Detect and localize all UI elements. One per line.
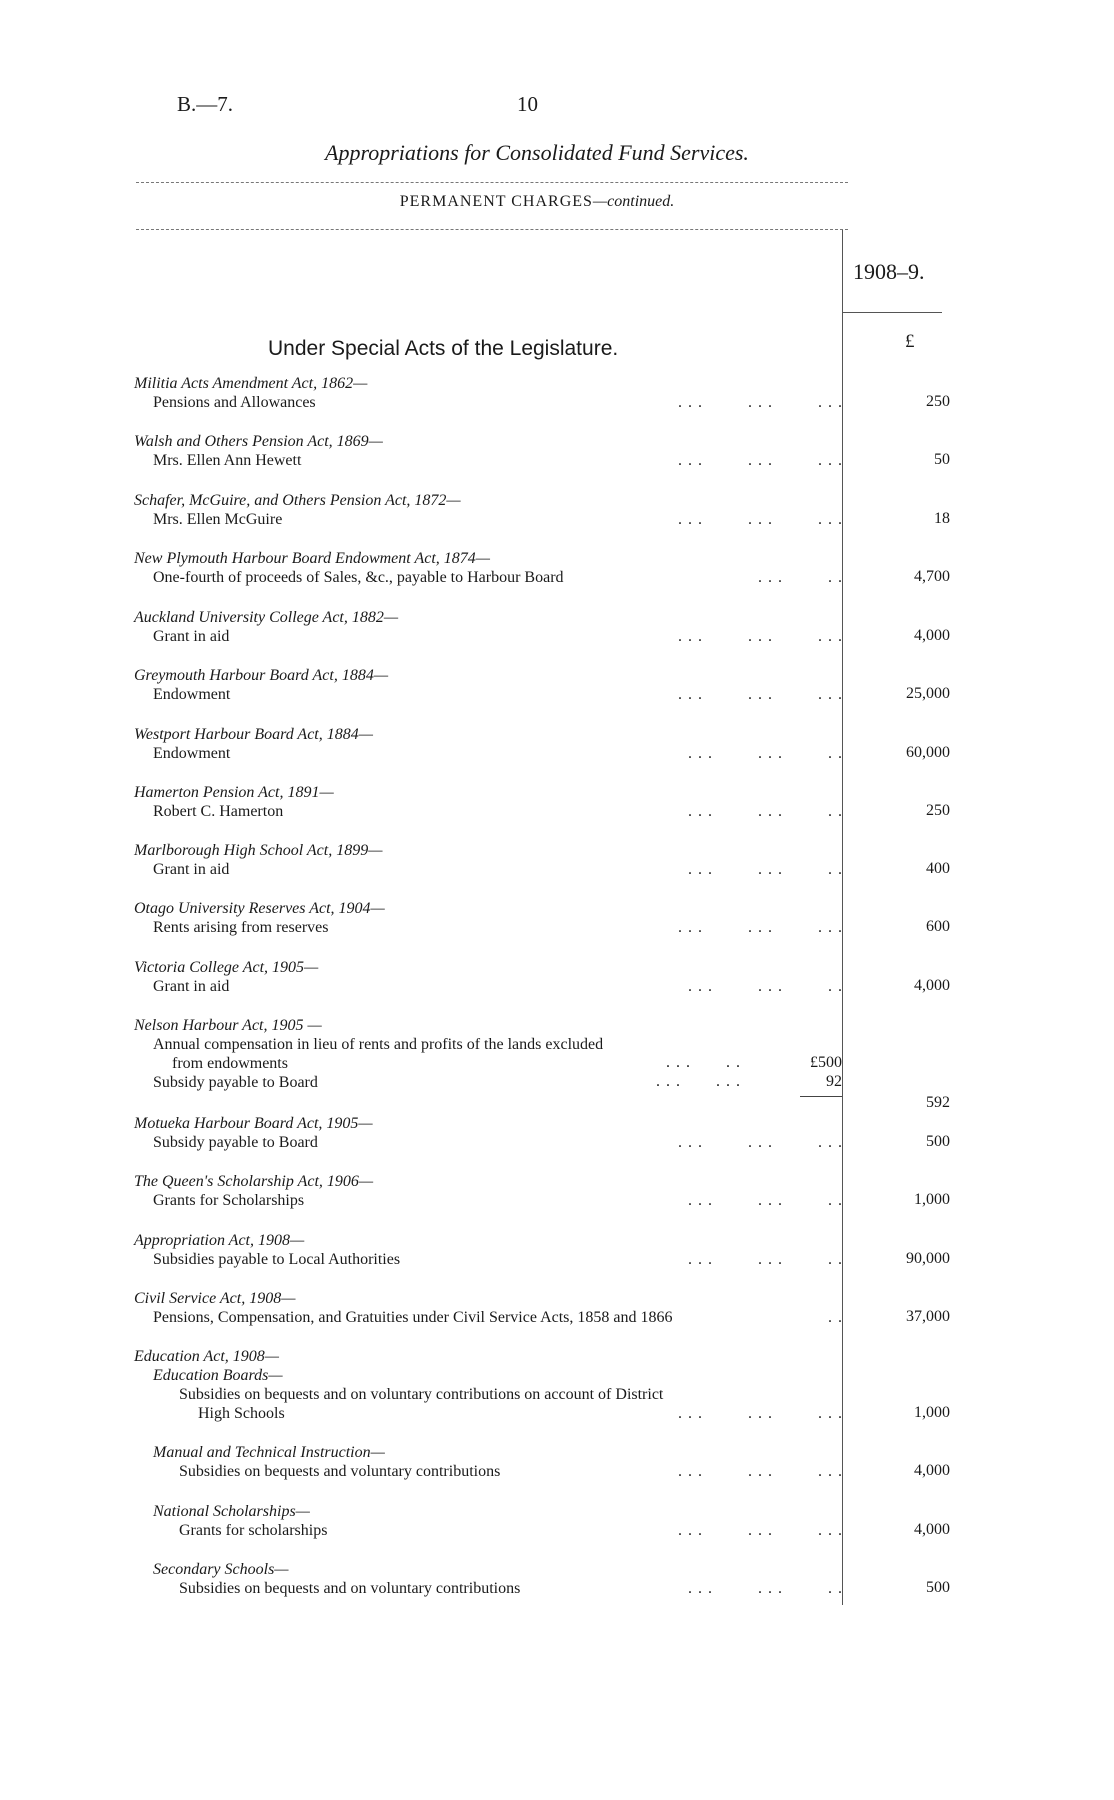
entry-description: Annual compensation in lieu of rents and profits of the lands excluded	[153, 1036, 604, 1053]
entry-description: Grants for scholarships	[179, 1522, 328, 1539]
act-title: Westport Harbour Board Act, 1884—	[134, 726, 373, 743]
entry-description: Endowment	[153, 745, 231, 762]
leader-dots: ... ..	[758, 569, 848, 586]
entry-description: Endowment	[153, 686, 231, 703]
leader-dots: ... ... ...	[678, 919, 848, 936]
entry-amount: 37,000	[906, 1308, 950, 1325]
leader-dots: ... ... ..	[688, 1251, 848, 1268]
entry-amount: 592	[926, 1094, 950, 1111]
leader-dots: ... ... ...	[678, 511, 848, 528]
entry-description: Subsidy payable to Board	[153, 1074, 318, 1091]
sub-act-title: Manual and Technical Instruction—	[153, 1444, 385, 1461]
sub-act-title: National Scholarships—	[153, 1503, 310, 1520]
entry-amount: 25,000	[906, 685, 950, 702]
appropriation-entry	[134, 666, 854, 704]
entry-description: Subsidies on bequests and voluntary contributions	[179, 1463, 501, 1480]
leader-dots: ... ... ...	[678, 686, 848, 703]
leader-dots: ... ... ...	[678, 1522, 848, 1539]
leader-dots: ... ... ..	[688, 978, 848, 995]
leader-dots: ... ... ..	[688, 1580, 848, 1597]
leader-dots: ... ... ...	[678, 1463, 848, 1480]
act-title: Walsh and Others Pension Act, 1869—	[134, 433, 383, 450]
section-heading	[0, 193, 1074, 211]
entry-description: Mrs. Ellen McGuire	[153, 511, 283, 528]
entry-amount: 4,700	[914, 568, 950, 585]
appropriation-entry	[134, 374, 854, 412]
entry-description: Robert C. Hamerton	[153, 803, 284, 820]
leader-dots: ... ... ...	[678, 628, 848, 645]
appropriation-entry	[134, 432, 854, 470]
entry-description: Subsidy payable to Board	[153, 1134, 318, 1151]
sub-act-title: Secondary Schools—	[153, 1561, 289, 1578]
act-title: Motueka Harbour Board Act, 1905—	[134, 1115, 373, 1132]
year-header-rule	[842, 312, 942, 313]
appropriation-entry	[134, 841, 854, 879]
sum-rule	[800, 1096, 842, 1097]
entry-description: Mrs. Ellen Ann Hewett	[153, 452, 302, 469]
page-id: B.—7.	[177, 92, 234, 116]
appropriation-entry	[134, 549, 854, 587]
act-title: Otago University Reserves Act, 1904—	[134, 900, 385, 917]
entry-amount: 400	[926, 860, 950, 877]
section-rule	[136, 229, 848, 230]
act-title: Greymouth Harbour Board Act, 1884—	[134, 667, 389, 684]
appropriation-entry-nelson	[134, 1016, 854, 1092]
act-title: The Queen's Scholarship Act, 1906—	[134, 1173, 374, 1190]
appropriation-entry	[134, 1560, 854, 1598]
leader-dots: ... ... ...	[678, 1405, 848, 1422]
act-title: Education Act, 1908—	[134, 1348, 280, 1365]
leader-dots: ..	[828, 1309, 848, 1326]
entry-amount: 50	[934, 451, 950, 468]
entry-description: Grant in aid	[153, 628, 230, 645]
year-column-header: 1908–9.	[853, 259, 925, 284]
act-title: New Plymouth Harbour Board Endowment Act, 1874—	[134, 550, 490, 567]
leader-dots: ... ... ..	[688, 745, 848, 762]
entry-amount: 4,000	[914, 627, 950, 644]
entry-amount: 4,000	[914, 977, 950, 994]
entry-description: Pensions, Compensation, and Gratuities under Civil Service Acts, 1858 and 1866	[153, 1309, 673, 1326]
entry-amount: 18	[934, 510, 950, 527]
appropriation-entry-education	[134, 1347, 854, 1423]
appropriation-entry	[134, 1502, 854, 1540]
appropriation-entry	[134, 783, 854, 821]
entry-description: Grant in aid	[153, 978, 230, 995]
entry-amount: 250	[926, 802, 950, 819]
appropriation-entry	[134, 899, 854, 937]
entry-description: Pensions and Allowances	[153, 394, 316, 411]
appropriation-entry	[134, 1231, 854, 1269]
sub-act-title: Education Boards—	[153, 1367, 283, 1384]
page-number: 10	[517, 92, 538, 116]
currency-symbol: £	[905, 331, 915, 352]
entry-description: Grants for Scholarships	[153, 1192, 305, 1209]
act-title: Civil Service Act, 1908—	[134, 1290, 296, 1307]
appropriation-entry	[134, 1172, 854, 1210]
appropriation-entry	[134, 1114, 854, 1152]
entry-amount: 60,000	[906, 744, 950, 761]
entry-description-continued: from endowments	[172, 1055, 288, 1072]
leader-dots: ... ..	[666, 1054, 746, 1071]
appropriation-entry	[134, 491, 854, 529]
act-title: Militia Acts Amendment Act, 1862—	[134, 375, 368, 392]
entry-amount: 250	[926, 393, 950, 410]
entry-description: Subsidies on bequests and on voluntary contributions on account of District	[179, 1386, 664, 1403]
act-title: Hamerton Pension Act, 1891—	[134, 784, 334, 801]
entry-amount: 500	[926, 1579, 950, 1596]
entry-description: One-fourth of proceeds of Sales, &c., payable to Harbour Board	[153, 569, 564, 586]
leader-dots: ... ... ...	[678, 394, 848, 411]
act-title: Appropriation Act, 1908—	[134, 1232, 305, 1249]
appropriation-entry	[134, 1289, 854, 1327]
sub-amount: £500	[810, 1054, 842, 1071]
appropriation-entry	[134, 725, 854, 763]
act-title: Marlborough High School Act, 1899—	[134, 842, 383, 859]
act-title: Nelson Harbour Act, 1905 —	[134, 1017, 322, 1034]
act-title: Auckland University College Act, 1882—	[134, 609, 399, 626]
leader-dots: ... ... ..	[688, 861, 848, 878]
sub-amount: 92	[826, 1073, 842, 1090]
leader-dots: ... ... ..	[688, 1192, 848, 1209]
act-title: Schafer, McGuire, and Others Pension Act, 1872—	[134, 492, 461, 509]
page-title: Appropriations for Consolidated Fund Services.	[325, 140, 749, 165]
appropriation-entry	[134, 958, 854, 996]
entry-description-continued: High Schools	[198, 1405, 285, 1422]
act-title: Victoria College Act, 1905—	[134, 959, 319, 976]
entry-amount: 500	[926, 1133, 950, 1150]
leader-dots: ... ... ...	[678, 452, 848, 469]
leader-dots: ... ...	[656, 1073, 746, 1090]
appropriation-entry	[134, 608, 854, 646]
entry-amount: 4,000	[914, 1521, 950, 1538]
entry-amount: 1,000	[914, 1191, 950, 1208]
entry-description: Subsidies on bequests and on voluntary contributions	[179, 1580, 521, 1597]
subheading: Under Special Acts of the Legislature.	[268, 337, 619, 360]
entry-amount: 1,000	[914, 1404, 950, 1421]
entry-amount: 90,000	[906, 1250, 950, 1267]
entry-description: Rents arising from reserves	[153, 919, 329, 936]
section-heading-continued: —continued.	[592, 193, 675, 210]
entry-amount: 4,000	[914, 1462, 950, 1479]
entry-description: Subsidies payable to Local Authorities	[153, 1251, 401, 1268]
leader-dots: ... ... ..	[688, 803, 848, 820]
appropriation-entry	[134, 1443, 854, 1481]
entry-description: Grant in aid	[153, 861, 230, 878]
section-heading-text: PERMANENT CHARGES	[399, 193, 593, 210]
title-rule	[136, 182, 848, 183]
entry-amount: 600	[926, 918, 950, 935]
leader-dots: ... ... ...	[678, 1134, 848, 1151]
